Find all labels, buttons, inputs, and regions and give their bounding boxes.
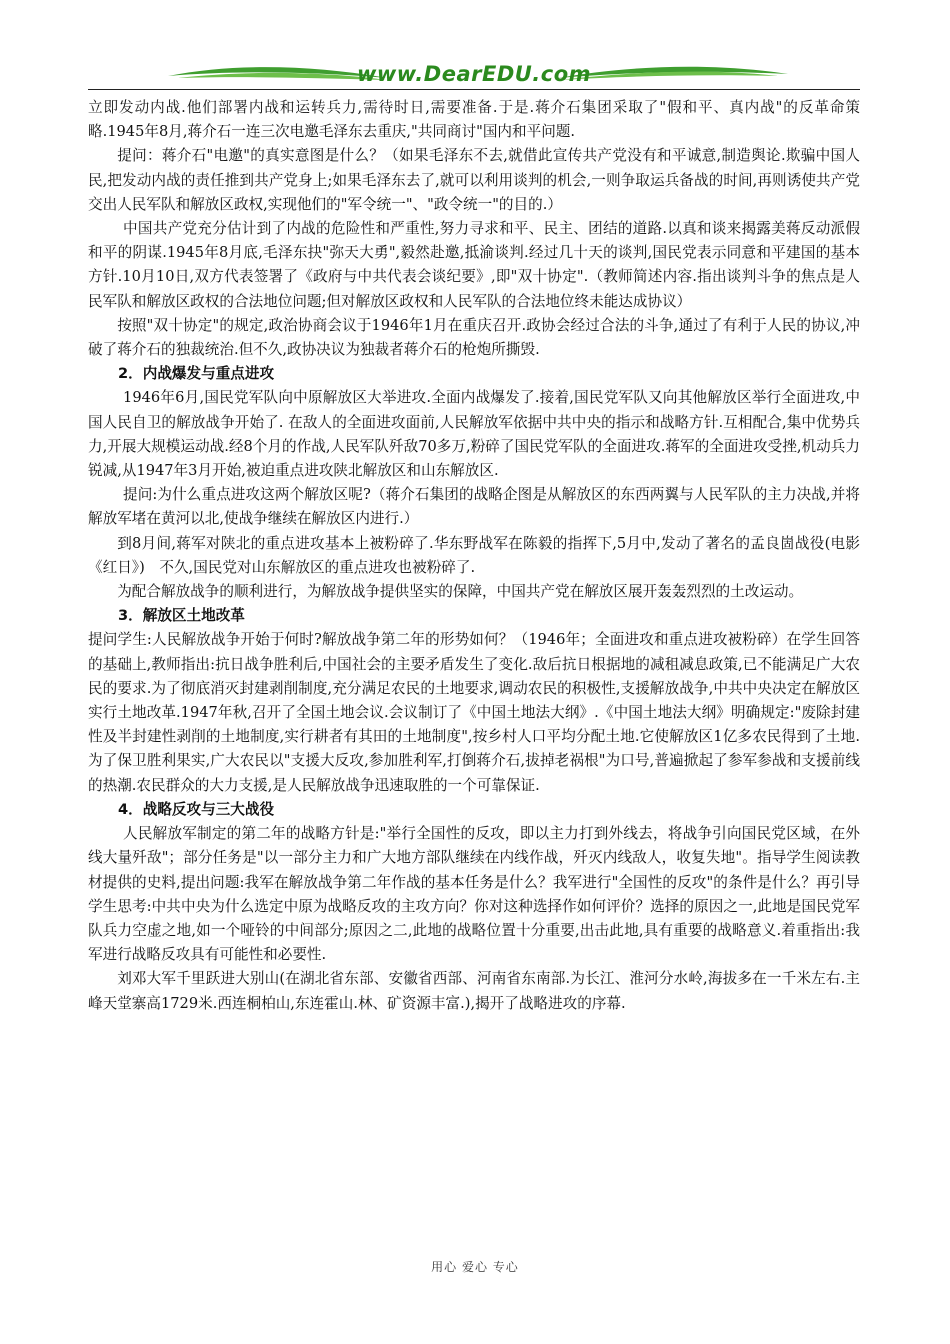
paragraph: 人民解放军制定的第二年的战略方针是:"举行全国性的反攻，即以主力打到外线去，将战争引向国民党区域，在外线大量歼敌"；部分任务是"以一部分主力和广大地方部队继续在内线作战，歼灭内线敌人，收复失地"。指导学生阅读教材提供的史料,提出问题:我军在解放战争第二年作战的基本任务是什么？我军进行"全国性的反攻"的条件是什么？再引导学生思考:中共中央为什么选定中原为战略反攻的主攻方向？你对这种选择作如何评价？选择的原因之一,此地是国民党军队兵力空虚之地,如一个哑铃的中间部分;原因之二,此地的战略位置十分重要,出击此地,具有重要的战略意义.着重指出:我军进行战略反攻具有可能性和必要性.: [88, 825, 860, 964]
paragraph: 提问学生:人民解放战争开始于何时?解放战争第二年的形势如何？（1946年；全面进攻和重点进攻被粉碎）在学生回答的基础上,教师指出:抗日战争胜利后,中国社会的主要矛盾发生了变化.敌后抗日根据地的减租减息政策,已不能满足广大农民的要求.为了彻底消灭封建剥削制度,充分满足农民的土地要求,调动农民的积极性,支援解放战争,中共中央决定在解放区实行土地改革.1947年秋,召开了全国土地会议.会议制订了《中国土地法大纲》.《中国土地法大纲》明确规定:"废除封建性及半封建性剥削的土地制度,实行耕者有其田的土地制度",按乡村人口平均分配土地.它使解放区1亿多农民得到了土地.为了保卫胜利果实,广大农民以"支援大反攻,参加胜利军,打倒蒋介石,拔掉老祸根"为口号,普遍掀起了参军参战和支援前线的热潮.农民群众的大力支援,是人民解放战争迅速取胜的一个可靠保证.: [88, 631, 860, 794]
paragraph: 刘邓大军千里跃进大别山(在湖北省东部、安徽省西部、河南省东南部.为长江、淮河分水岭,海拔多在一千米左右.主峰天堂寨高1729米.西连桐柏山,东连霍山.林、矿资源丰富.),揭开了战略进攻的序幕.: [88, 970, 860, 1012]
section-heading: 3．解放区土地改革: [118, 607, 245, 625]
paragraph: 立即发动内战.他们部署内战和运转兵力,需待时日,需要准备.于是.蒋介石集团采取了"假和平、真内战"的反革命策略.1945年8月,蒋介石一连三次电邀毛泽东去重庆,"共同商讨"国内和平问题.: [88, 99, 860, 141]
site-logo[interactable]: www.DearEDU.com: [356, 62, 592, 86]
section-heading: 4．战略反攻与三大战役: [118, 800, 275, 818]
paragraph: 1946年6月,国民党军队向中原解放区大举进攻.全面内战爆发了.接着,国民党军队又向其他解放区举行全面进攻,中国人民自卫的解放战争开始了. 在敌人的全面进攻面前,人民解放军依据中共中央的指示和战略方针.互相配合,集中优势兵力,开展大规模运动战.经8个月的作战,人民军队歼敌70多万,粉碎了国民党军队的全面进攻.蒋军的全面进攻受挫,机动兵力锐减,从1947年3月开始,被迫重点进攻陕北解放区和山东解放区.: [88, 389, 860, 480]
paragraph: 提问：蒋介石"电邀"的真实意图是什么？（如果毛泽东不去,就借此宣传共产党没有和平诚意,制造舆论.欺骗中国人民,把发动内战的责任推到共产党身上;如果毛泽东去了,就可以利用谈判的机会,一则争取运兵备战的时间,再则诱使共产党交出人民军队和解放区政权,实现他们的"军令统一"、"政令统一"的目的.）: [88, 147, 860, 213]
paragraph: 为配合解放战争的顺利进行，为解放战争提供坚实的保障，中国共产党在解放区展开轰轰烈烈的土改运动。: [117, 583, 804, 601]
paragraph: 按照"双十协定"的规定,政治协商会议于1946年1月在重庆召开.政协会经过合法的斗争,通过了有利于人民的协议,冲破了蒋介石的独裁统治.但不久,政协决议为独裁者蒋介石的枪炮所撕毁.: [88, 316, 860, 359]
article-body: [88, 96, 860, 1016]
header-divider: [88, 89, 860, 90]
paragraph: 中国共产党充分估计到了内战的危险性和严重性,努力寻求和平、民主、团结的道路.以真和谈来揭露美蒋反动派假和平的阴谋.1945年8月底,毛泽东抉"弥天大勇",毅然赴邀,抵渝谈判.经过几十天的谈判,国民党表示同意和平建国的基本方针.10月10日,双方代表签署了《政府与中共代表会谈纪要》,即"双十协定".（教师简述内容.指出谈判斗争的焦点是人民军队和解放区政权的合法地位问题;但对解放区政权和人民军队的合法地位终未能达成协议）: [88, 220, 860, 310]
paragraph: 提问:为什么重点进攻这两个解放区呢?（蒋介石集团的战略企图是从解放区的东西两翼与人民军队的主力决战,并将解放军堵在黄河以北,使战争继续在解放区内进行.）: [88, 486, 860, 528]
paragraph: 到8月间,蒋军对陕北的重点进攻基本上被粉碎了.华东野战军在陈毅的指挥下,5月中,发动了著名的孟良崮战役(电影《红日》) 不久,国民党对山东解放区的重点进攻也被粉碎了.: [88, 534, 860, 576]
section-heading: 2．内战爆发与重点进攻: [118, 365, 275, 383]
page-footer: 用心 爱心 专心: [431, 1260, 519, 1274]
